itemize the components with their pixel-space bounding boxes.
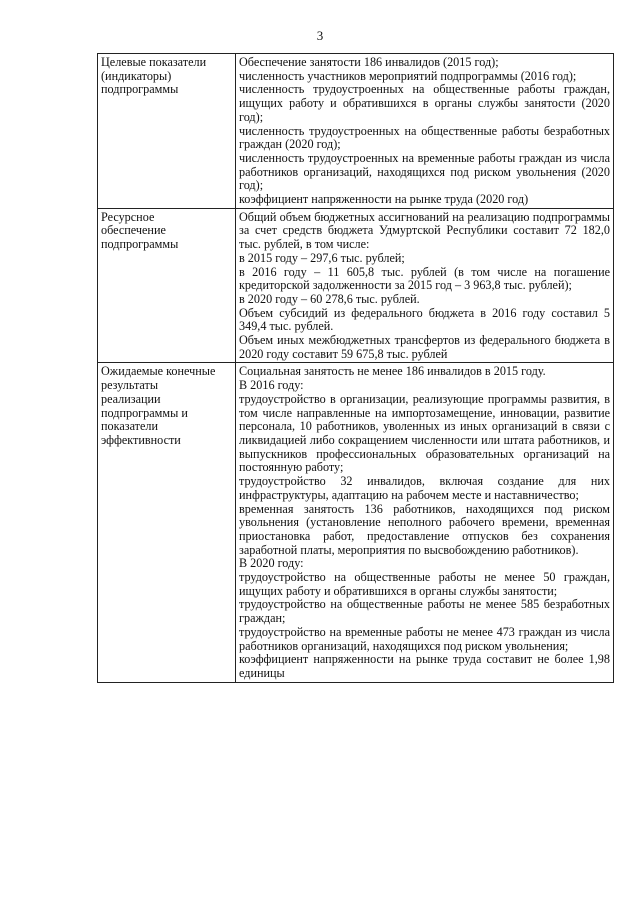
content-paragraph: Социальная занятость не менее 186 инвалидов в 2015 году. xyxy=(239,364,546,379)
row-content-expected-results xyxy=(236,363,614,682)
content-paragraph: коэффициент напряженности на рынке труда (2020 год) xyxy=(239,192,529,207)
label-line: результаты xyxy=(101,378,159,393)
row-content-target-indicators xyxy=(236,54,614,209)
content-paragraph: трудоустройство на общественные работы не менее 585 безработных граждан; xyxy=(239,597,610,626)
label-line: подпрограммы и xyxy=(101,405,188,420)
content-paragraph: в 2015 году – 297,6 тыс. рублей; xyxy=(239,250,405,265)
content-paragraph: численность участников мероприятий подпрограммы (2016 год); xyxy=(239,68,577,83)
table-row-resource-provision xyxy=(98,208,614,363)
page-number: 3 xyxy=(316,28,324,43)
content-paragraph: Общий объем бюджетных ассигнований на реализацию подпрограммы за счет средств бюджета Удмуртской Республики составит 72 182,0 тыс. рублей, в том числе: xyxy=(239,209,610,252)
label-line: показатели xyxy=(101,419,159,434)
label-line: (индикаторы) xyxy=(101,68,172,83)
label-line: реализации xyxy=(101,391,161,406)
label-line: эффективности xyxy=(101,432,181,447)
content-paragraph: трудоустройство в организации, реализующие программы развития, в том числе направленные на импортозамещение, инновации, развитие персонала, 10 работников, уволенных из иных организаций в связи с ликвидацией либо сокращением численности или штата работников, и выпускников профессиональных образовательных организаций на постоянную работу; xyxy=(239,391,610,475)
row-label-expected-results xyxy=(98,363,236,682)
content-paragraph: временная занятость 136 работников, находящихся под риском увольнения (установление неполного рабочего времени, временная приостановка работ, предоставление отпусков без сохранения заработной платы, мероприятия по высвобождению работников). xyxy=(239,501,610,557)
content-paragraph: численность трудоустроенных на общественные работы граждан, ищущих работу и обратившихся в органы службы занятости (2020 год); xyxy=(239,82,610,124)
row-label-target-indicators xyxy=(98,54,236,209)
label-line: Ресурсное xyxy=(101,209,155,224)
label-line: Целевые показатели xyxy=(101,55,207,69)
content-paragraph: коэффициент напряженности на рынке труда составит не более 1,98 единицы xyxy=(239,652,610,680)
label-line: подпрограммы xyxy=(101,237,179,252)
content-paragraph: Объем субсидий из федерального бюджета в 2016 году составил 5 349,4 тыс. рублей. xyxy=(239,305,610,334)
label-line: Ожидаемые конечные xyxy=(101,364,216,379)
label-line: подпрограммы xyxy=(101,82,179,97)
content-paragraph: трудоустройство на общественные работы не менее 50 граждан, ищущих работу и обратившихся в органы службы занятости; xyxy=(239,570,610,598)
table-row-target-indicators xyxy=(98,54,614,209)
content-paragraph: в 2016 году – 11 605,8 тыс. рублей (в том числе на погашение кредиторской задолженности за 2015 год – 3 963,8 тыс. рублей); xyxy=(239,264,610,293)
table-row-expected-results xyxy=(98,363,614,682)
content-paragraph: численность трудоустроенных на общественные работы безработных граждан (2020 год); xyxy=(239,123,610,152)
content-paragraph: В 2016 году: xyxy=(239,378,304,393)
content-paragraph: В 2020 году: xyxy=(239,556,304,571)
label-line: обеспечение xyxy=(101,223,166,238)
subprogram-passport-table xyxy=(97,53,614,683)
content-paragraph: численность трудоустроенных на временные работы граждан из числа работников организаций, находящихся под риском увольнения (2020 год); xyxy=(239,150,610,193)
content-paragraph: Обеспечение занятости 186 инвалидов (2015 год); xyxy=(239,55,499,69)
content-paragraph: трудоустройство на временные работы не менее 473 граждан из числа работников организаций, находящихся под риском увольнения; xyxy=(239,624,610,653)
row-content-resource-provision xyxy=(236,208,614,363)
content-paragraph: в 2020 году – 60 278,6 тыс. рублей. xyxy=(239,291,420,306)
content-paragraph: трудоустройство 32 инвалидов, включая создание для них инфраструктуры, адаптацию на рабочем месте и наставничество; xyxy=(239,474,610,502)
content-paragraph: Объем иных межбюджетных трансфертов из федерального бюджета в 2020 году составит 59 675,8 тыс. рублей xyxy=(239,333,610,361)
row-label-resource-provision xyxy=(98,208,236,363)
